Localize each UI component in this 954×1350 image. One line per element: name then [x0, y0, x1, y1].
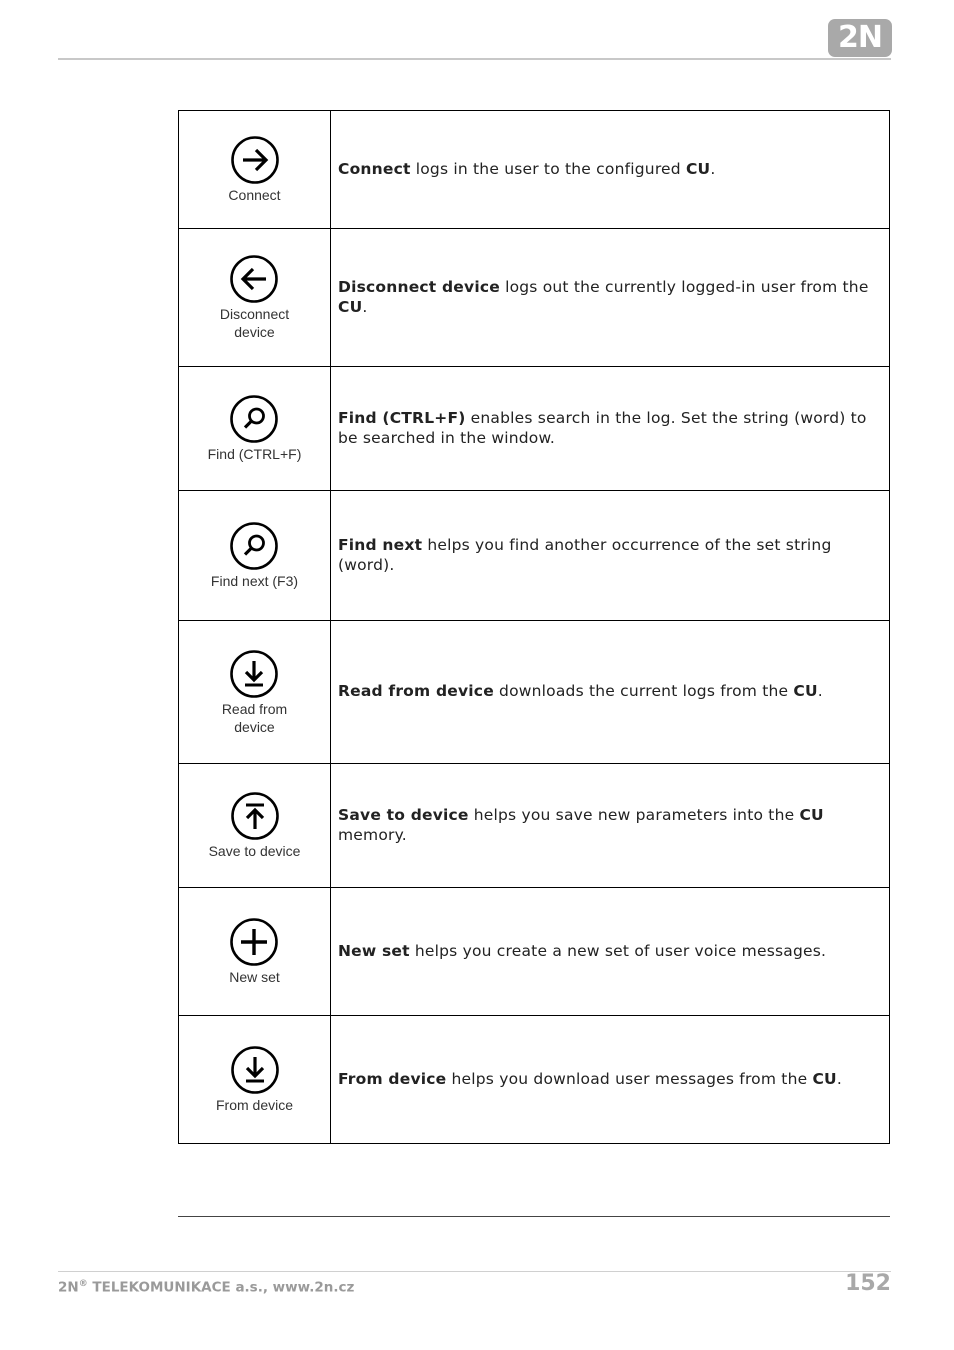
icon-cell [179, 111, 331, 229]
toolbar-icons-table [178, 110, 890, 1144]
magnifier-icon [229, 394, 279, 444]
magnifier-icon [229, 521, 279, 571]
find-next-button[interactable] [211, 521, 298, 590]
table-row [179, 621, 890, 764]
description-tail: . [817, 682, 823, 701]
header-rule [58, 58, 891, 60]
page-number: 152 [845, 1271, 891, 1296]
table-row [179, 367, 890, 491]
description-cell [331, 111, 890, 229]
table-row [179, 229, 890, 367]
save-to-device-button[interactable] [209, 791, 301, 860]
disconnect-device-button-label: Disconnect device [219, 306, 290, 340]
table-row [179, 111, 890, 229]
icon-cell [179, 491, 331, 621]
arrow-right-icon [230, 135, 280, 185]
read-from-device-button[interactable] [222, 649, 287, 736]
description-cell [331, 491, 890, 621]
find-next-button-label: Find next (F3) [210, 573, 299, 589]
description-term: Connect [338, 159, 411, 178]
from-device-button[interactable] [216, 1045, 293, 1114]
connect-button-label: Connect [228, 187, 281, 203]
description-text: logs out the currently logged-in user from the [499, 278, 869, 296]
description-cell [331, 888, 890, 1016]
read-from-device-button-label: Read from device [221, 700, 288, 735]
icon-cell [179, 229, 331, 367]
table-row [179, 764, 890, 888]
description-cell [331, 229, 890, 367]
save-to-device-button-label: Save to device [208, 843, 301, 859]
description-term-secondary: CU [812, 1069, 837, 1088]
from-device-button-label: From device [215, 1097, 294, 1113]
connect-button[interactable] [228, 135, 280, 204]
table-row [179, 888, 890, 1016]
new-set-button[interactable] [229, 917, 280, 986]
description-term: Find next [338, 536, 423, 554]
registered-mark: ® [78, 1279, 88, 1289]
description-term: Disconnect device [338, 278, 500, 296]
description-text: downloads the current logs from the [493, 682, 794, 701]
icon-cell [179, 1016, 331, 1144]
description-tail: memory. [338, 825, 407, 844]
description-term: Read from device [338, 682, 494, 701]
table-row [179, 491, 890, 621]
description-tail: . [710, 159, 716, 178]
disconnect-device-button[interactable] [220, 254, 289, 341]
description-term-secondary: CU [685, 159, 711, 178]
find-button-label: Find (CTRL+F) [207, 446, 302, 462]
icon-cell [179, 764, 331, 888]
download-icon [230, 1045, 280, 1095]
new-set-button-label: New set [229, 969, 280, 985]
description-cell [331, 621, 890, 764]
icon-cell [179, 888, 331, 1016]
description-term-secondary: CU [338, 297, 363, 316]
icon-cell [179, 367, 331, 491]
description-term: Save to device [338, 806, 469, 824]
upload-icon [230, 791, 280, 841]
description-text: helps you download user messages from the [446, 1069, 813, 1088]
download-icon [229, 649, 279, 699]
description-text: helps you find another occurrence of the set string (word). [338, 536, 832, 574]
description-term-secondary: CU [793, 682, 818, 701]
brand-logo: 2N [828, 19, 892, 57]
table-row [179, 1016, 890, 1144]
icon-cell [179, 621, 331, 764]
description-term: From device [338, 1069, 447, 1088]
description-cell [331, 764, 890, 888]
plus-icon [229, 917, 279, 967]
description-cell [331, 367, 890, 491]
description-text: enables search in the log. Set the string (word) to be searched in the window. [338, 409, 867, 447]
description-text: logs in the user to the configured [410, 159, 686, 178]
description-term: Find (CTRL+F) [338, 409, 466, 427]
description-text: helps you save new parameters into the [468, 806, 800, 824]
description-tail: . [836, 1069, 842, 1088]
arrow-left-icon [229, 254, 279, 304]
find-button[interactable] [208, 394, 302, 463]
footer-rule [58, 1271, 891, 1272]
footer-company [58, 1279, 354, 1296]
description-term-secondary: CU [799, 806, 824, 824]
description-text: helps you create a new set of user voice messages. [409, 941, 827, 960]
footer-company-rest: TELEKOMUNIKACE a.s., www.2n.cz [87, 1279, 355, 1296]
footer-company-prefix: 2N [58, 1279, 79, 1296]
description-term: New set [338, 941, 410, 960]
description-tail: . [362, 297, 368, 316]
description-cell [331, 1016, 890, 1144]
content-bottom-rule [178, 1216, 890, 1217]
